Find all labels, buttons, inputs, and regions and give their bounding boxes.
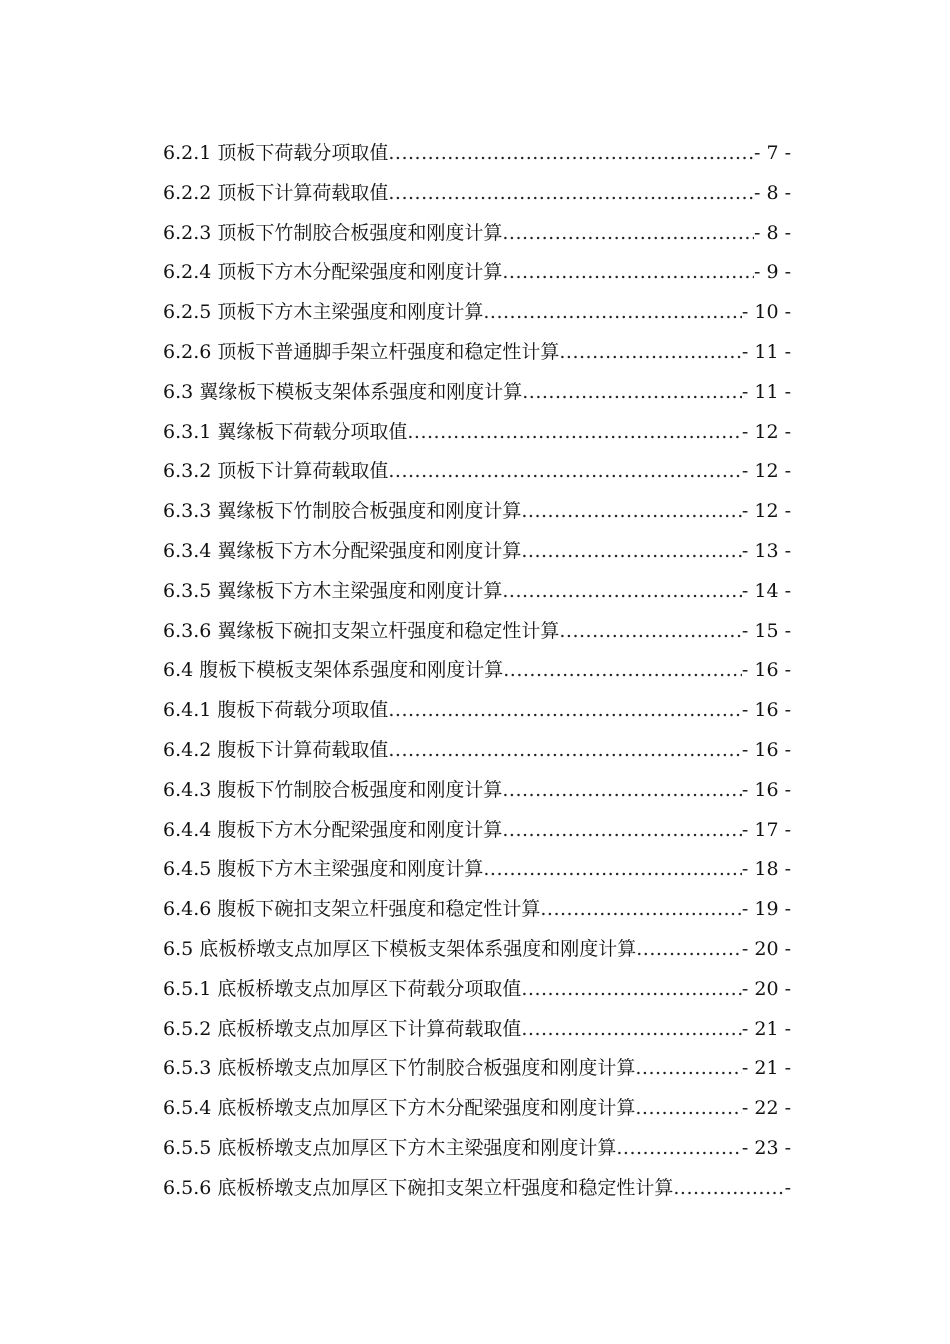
- toc-entry[interactable]: [163, 890, 791, 930]
- toc-entry[interactable]: [163, 930, 791, 970]
- toc-leader-dots: [635, 1089, 742, 1129]
- toc-entry[interactable]: [163, 811, 791, 851]
- toc-entry-title: 6.5 底板桥墩支点加厚区下模板支架体系强度和刚度计算: [163, 937, 637, 960]
- toc-entry-page: - 11 -: [741, 340, 791, 363]
- toc-leader-dots: [407, 413, 742, 453]
- toc-entry[interactable]: [163, 1129, 791, 1169]
- toc-entry-page: - 12 -: [741, 500, 791, 523]
- toc-entry-title: 6.2.4 顶板下方木分配梁强度和刚度计算: [163, 261, 503, 284]
- toc-entry-page: - 15 -: [741, 619, 791, 642]
- toc-entry-page: - 18 -: [741, 858, 791, 881]
- toc-leader-dots: [388, 731, 742, 771]
- toc-entry-title: 6.5.5 底板桥墩支点加厚区下方木主梁强度和刚度计算: [163, 1136, 617, 1159]
- toc-entry[interactable]: [163, 970, 791, 1010]
- toc-entry[interactable]: [163, 731, 791, 771]
- toc-entry-page: - 8 -: [753, 181, 791, 204]
- toc-entry-page: - 23 -: [741, 1136, 791, 1159]
- toc-leader-dots: [616, 1129, 742, 1169]
- toc-leader-dots: [559, 333, 742, 373]
- toc-entry-title: 6.4 腹板下模板支架体系强度和刚度计算: [163, 659, 504, 682]
- toc-entry-title: 6.4.6 腹板下碗扣支架立杆强度和稳定性计算: [163, 898, 541, 921]
- toc-entry-page: - 21 -: [741, 1057, 791, 1080]
- toc-entry-page: - 19 -: [741, 898, 791, 921]
- toc-leader-dots: [502, 811, 742, 851]
- toc-entry-title: 6.3 翼缘板下模板支架体系强度和刚度计算: [163, 380, 523, 403]
- toc-entry-page: - 20 -: [741, 977, 791, 1000]
- toc-entry-title: 6.5.2 底板桥墩支点加厚区下计算荷载取值: [163, 1017, 522, 1040]
- toc-leader-dots: [388, 452, 742, 492]
- toc-entry-page: - 22 -: [741, 1097, 791, 1120]
- toc-entry-title: 6.5.6 底板桥墩支点加厚区下碗扣支架立杆强度和稳定性计算: [163, 1176, 674, 1199]
- toc-entry-title: 6.3.1 翼缘板下荷载分项取值: [163, 420, 408, 443]
- toc-entry-page: - 8 -: [753, 221, 791, 244]
- toc-entry-title: 6.2.6 顶板下普通脚手架立杆强度和稳定性计算: [163, 340, 560, 363]
- toc-leader-dots: [503, 651, 742, 691]
- toc-entry-page: - 12 -: [741, 420, 791, 443]
- toc-entry[interactable]: [163, 413, 791, 453]
- table-of-contents: [163, 134, 791, 1209]
- toc-entry[interactable]: [163, 333, 791, 373]
- toc-entry[interactable]: [163, 612, 791, 652]
- toc-entry[interactable]: [163, 1089, 791, 1129]
- toc-entry-title: 6.5.4 底板桥墩支点加厚区下方木分配梁强度和刚度计算: [163, 1097, 636, 1120]
- toc-leader-dots: [502, 253, 754, 293]
- toc-entry-title: 6.5.1 底板桥墩支点加厚区下荷载分项取值: [163, 977, 522, 1000]
- toc-entry[interactable]: [163, 492, 791, 532]
- toc-entry-page: -: [784, 1176, 791, 1199]
- toc-entry-title: 6.2.5 顶板下方木主梁强度和刚度计算: [163, 301, 484, 324]
- toc-entry[interactable]: [163, 1010, 791, 1050]
- toc-entry[interactable]: [163, 214, 791, 254]
- toc-entry-page: - 16 -: [741, 738, 791, 761]
- toc-entry-page: - 16 -: [741, 699, 791, 722]
- toc-leader-dots: [388, 134, 754, 174]
- toc-entry-page: - 11 -: [741, 380, 791, 403]
- toc-entry[interactable]: [163, 651, 791, 691]
- toc-entry[interactable]: [163, 174, 791, 214]
- toc-entry[interactable]: [163, 1169, 791, 1209]
- toc-entry-title: 6.5.3 底板桥墩支点加厚区下竹制胶合板强度和刚度计算: [163, 1057, 636, 1080]
- toc-entry-page: - 14 -: [741, 579, 791, 602]
- toc-entry-title: 6.3.3 翼缘板下竹制胶合板强度和刚度计算: [163, 500, 522, 523]
- toc-entry-page: - 17 -: [741, 818, 791, 841]
- toc-entry-title: 6.4.1 腹板下荷载分项取值: [163, 699, 389, 722]
- toc-entry-title: 6.3.4 翼缘板下方木分配梁强度和刚度计算: [163, 539, 522, 562]
- toc-leader-dots: [540, 890, 742, 930]
- toc-entry-page: - 13 -: [741, 539, 791, 562]
- toc-entry[interactable]: [163, 850, 791, 890]
- toc-entry-page: - 21 -: [741, 1017, 791, 1040]
- toc-entry[interactable]: [163, 452, 791, 492]
- toc-entry-page: - 16 -: [741, 659, 791, 682]
- toc-entry-page: - 12 -: [741, 460, 791, 483]
- toc-entry-title: 6.4.4 腹板下方木分配梁强度和刚度计算: [163, 818, 503, 841]
- toc-leader-dots: [521, 1010, 742, 1050]
- toc-entry[interactable]: [163, 771, 791, 811]
- toc-entry-title: 6.3.6 翼缘板下碗扣支架立杆强度和稳定性计算: [163, 619, 560, 642]
- toc-leader-dots: [483, 850, 742, 890]
- toc-entry[interactable]: [163, 691, 791, 731]
- toc-entry[interactable]: [163, 253, 791, 293]
- toc-entry[interactable]: [163, 293, 791, 333]
- toc-entry-page: - 7 -: [753, 142, 791, 164]
- toc-entry[interactable]: [163, 373, 791, 413]
- toc-leader-dots: [636, 930, 742, 970]
- toc-leader-dots: [559, 612, 742, 652]
- toc-entry[interactable]: [163, 532, 791, 572]
- toc-entry-title: 6.2.3 顶板下竹制胶合板强度和刚度计算: [163, 221, 503, 244]
- toc-entry-page: - 16 -: [741, 778, 791, 801]
- toc-entry-title: 6.3.2 顶板下计算荷载取值: [163, 460, 389, 483]
- toc-entry-title: 6.4.5 腹板下方木主梁强度和刚度计算: [163, 858, 484, 881]
- toc-entry[interactable]: [163, 572, 791, 612]
- toc-leader-dots: [483, 293, 742, 333]
- toc-leader-dots: [522, 373, 742, 413]
- toc-entry-title: 6.2.2 顶板下计算荷载取值: [163, 181, 389, 204]
- toc-leader-dots: [502, 214, 754, 254]
- toc-entry-page: - 9 -: [753, 261, 791, 284]
- toc-entry-page: - 20 -: [741, 937, 791, 960]
- toc-leader-dots: [521, 970, 742, 1010]
- toc-leader-dots: [521, 492, 742, 532]
- toc-leader-dots: [635, 1049, 742, 1089]
- toc-entry-title: 6.3.5 翼缘板下方木主梁强度和刚度计算: [163, 579, 503, 602]
- toc-leader-dots: [502, 572, 742, 612]
- toc-entry-page: - 10 -: [741, 301, 791, 324]
- toc-leader-dots: [673, 1169, 784, 1209]
- toc-entry[interactable]: [163, 134, 791, 174]
- toc-entry-title: 6.4.3 腹板下竹制胶合板强度和刚度计算: [163, 778, 503, 801]
- toc-leader-dots: [388, 691, 742, 731]
- toc-leader-dots: [521, 532, 742, 572]
- toc-entry[interactable]: [163, 1049, 791, 1089]
- toc-entry-title: 6.4.2 腹板下计算荷载取值: [163, 738, 389, 761]
- toc-leader-dots: [502, 771, 742, 811]
- toc-entry-title: 6.2.1 顶板下荷载分项取值: [163, 142, 389, 164]
- toc-leader-dots: [388, 174, 754, 214]
